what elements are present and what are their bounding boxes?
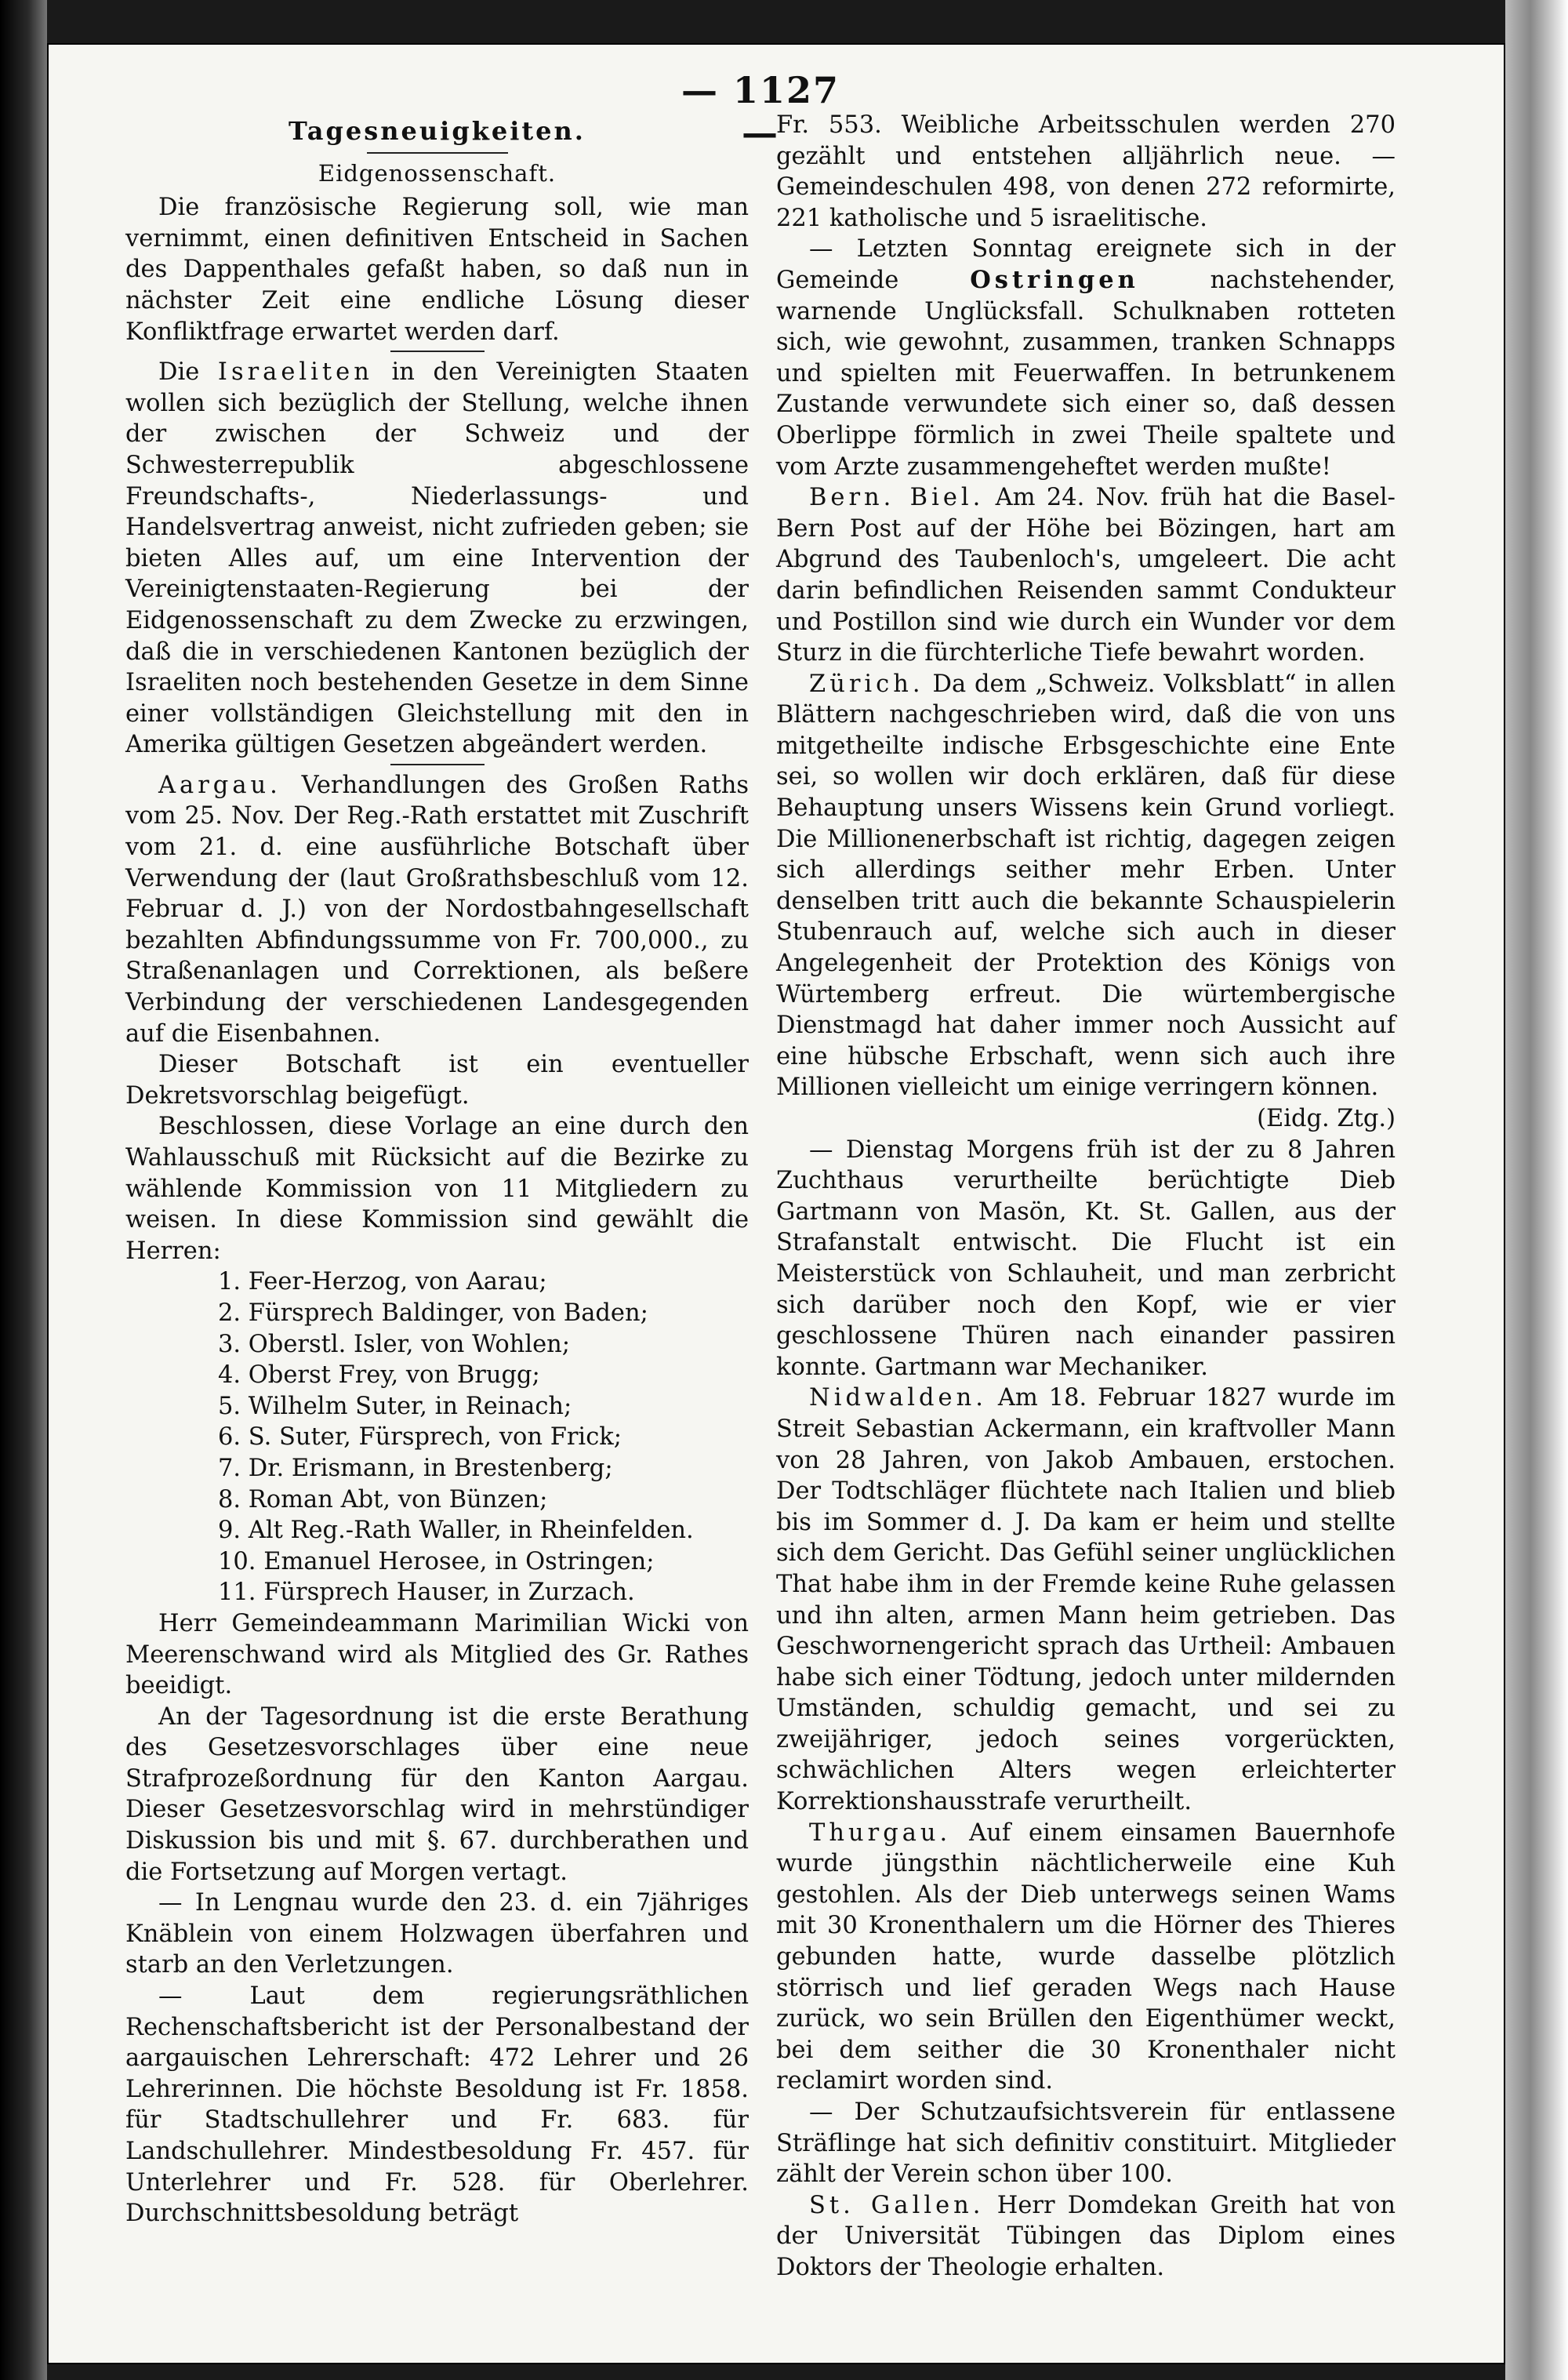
list-item: 5. Wilhelm Suter, in Reinach; (218, 1392, 572, 1420)
section-heading: Tagesneuigkeiten. (289, 116, 586, 146)
list-item: 11. Fürsprech Hauser, in Zurzach. (218, 1579, 635, 1607)
commission-member-list (125, 1266, 749, 1608)
article-israeliten: Die Israeliten in den Vereinigten Staaten wollen sich bezüglich der Stellung, welche ihnen der zwischen der Schweiz und der Schwesterrepublik abgeschlossene Freundschafts-, Niederlassungs- und Handelsvertrag anweist, nicht zufrieden geben; sie bieten Alles auf, um eine Intervention der Vereinigtenstaaten-Regierung bei der Eidgenossenschaft zu dem Zwecke zu erzwingen, daß die in verschiedenen Kantonen bezüglich der Israeliten noch bestehenden Gesetze in dem Sinne einer vollständigen Gleichstellung mit den in Amerika gültigen Gesetzen abgeändert werden. (125, 358, 749, 759)
article-divider (390, 351, 485, 352)
article-dappenthal: Die französische Regierung soll, wie man vernimmt, einen definitiven Entscheid in Sachen des Dappenthales gefaßt haben, so daß nun in nächster Zeit eine endliche Lösung dieser Konfliktfrage erwartet werden darf. (125, 194, 749, 346)
section-subheading: Eidgenossenschaft. (318, 159, 557, 187)
article-thurgau: Thurgau. Auf einem einsamen Bauernhofe wurde jüngsthin nächtlicherweile eine Kuh gestohlen. Als der Dieb unterwegs seinen Wams mit 30 Kronenthalern um die Hörner des Thieres gebunden hatte, wurde dasselbe plötzlich störrisch und lief geraden Wegs nach Hause zurück, wo sein Brüllen den Eigenthümer weckt, bei dem seither die 30 Kronenthaler nicht reclamirt worden sind. (776, 1819, 1396, 2095)
right-column (776, 110, 1396, 2284)
list-item: 1. Feer-Herzog, von Aarau; (218, 1268, 547, 1296)
article-ostringen: — Letzten Sonntag ereignete sich in der Gemeinde Ostringen nachstehender, warnende Unglücksfall. Schulknaben rotteten sich, wie gewohnt, zusammen, tranken Schnapps und spielten mit Feuerwaffen. In betrunkenem Zustande verwundete sich einer so, daß dessen Oberlippe förmlich in zwei Theile spaltete und vom Arzte zusammengeheftet werden mußte! (776, 235, 1396, 481)
article-schutzaufsicht: — Der Schutzaufsichtsverein für entlassene Sträflinge hat sich definitiv constituirt. Mitglieder zählt der Verein schon über 100. (776, 2098, 1396, 2189)
book-spine (0, 0, 47, 2380)
article-zuerich: Zürich. Da dem „Schweiz. Volksblatt“ in allen Blättern nachgeschrieben wird, daß die von uns mitgetheilte indische Erbsgeschichte eine Ente sei, so wollen wir doch erklären, daß für diese Behauptung unsers Wissens kein Grund vorliegt. Die Millionenerbschaft ist richtig, dagegen zeigen sich allerdings seither mehr Erben. Unter denselben tritt auch die bekannte Schauspielerin Stubenrauch auf, welche sich auch in dieser Angelegenheit der Protektion des Königs von Würtemberg erfreut. Die würtembergische Dienstmagd hat daher immer noch Aussicht auf eine hübsche Erbschaft, wenn sich auch ihre Millionen vielleicht um einige verringern können. (Eidg. Ztg.) (776, 669, 1396, 1135)
article-aargau-wicki: Herr Gemeindeammann Marimilian Wicki von Meerenschwand wird als Mitglied des Gr. Rathes beeidigt. (125, 1609, 749, 1700)
list-item: 8. Roman Abt, von Bünzen; (218, 1485, 548, 1513)
article-lengnau: — In Lengnau wurde den 23. d. ein 7jähriges Knäblein von einem Holzwagen überfahren und starb an den Verletzungen. (125, 1889, 749, 1979)
list-item: 7. Dr. Erismann, in Brestenberg; (218, 1454, 613, 1482)
article-aargau: Aargau. Verhandlungen des Großen Raths vom 25. Nov. Der Reg.-Rath erstattet mit Zuschrift vom 21. d. eine ausführliche Botschaft über Verwendung der (laut Großrathsbeschluß vom 12. Februar d. J.) von der Nordostbahngesellschaft bezahlten Abfindungssumme von Fr. 700,000., zu Straßenanlagen und Correktionen, als beßere Verbindung der verschiedenen Landesgegenden auf die Eisenbahnen. (125, 771, 749, 1048)
article-aargau-strafprozess: An der Tagesordnung ist die erste Berathung des Gesetzesvorschlages über eine neue Strafprozeßordnung für den Kanton Aargau. Dieser Gesetzesvorschlag wird in mehrstündiger Diskussion bis und mit §. 67. durchberathen und die Fortsetzung auf Morgen vertagt. (125, 1702, 749, 1886)
article-lehrerschaft-cont: Fr. 553. Weibliche Arbeitsschulen werden 270 gezählt und entstehen alljährlich neue. — Gemeindeschulen 498, von denen 272 reformirte, 221 katholische und 5 israelitische. (776, 111, 1396, 232)
list-item: 4. Oberst Frey, von Brugg; (218, 1361, 540, 1390)
article-aargau-decree: Dieser Botschaft ist ein eventueller Dekretsvorschlag beigefügt. (125, 1051, 749, 1110)
page-number: — 1127 — (681, 69, 840, 154)
heading-rule (367, 152, 508, 154)
list-item: 2. Fürsprech Baldinger, von Baden; (218, 1299, 648, 1327)
list-item: 3. Oberstl. Isler, von Wohlen; (218, 1330, 571, 1358)
source-citation: (Eidg. Ztg.) (1257, 1105, 1396, 1132)
left-column (125, 110, 749, 2229)
list-item: 9. Alt Reg.-Rath Waller, in Rheinfelden. (218, 1517, 694, 1545)
article-st-gallen: St. Gallen. Herr Domdekan Greith hat von der Universität Tübingen das Diplom eines Doktors der Theologie erhalten. (776, 2191, 1396, 2281)
list-item: 6. S. Suter, Fürsprech, von Frick; (218, 1423, 622, 1452)
list-item: 10. Emanuel Herosee, in Ostringen; (218, 1547, 655, 1575)
article-aargau-commission: Beschlossen, diese Vorlage an eine durch den Wahlausschuß mit Rücksicht auf die Bezirke zu wählende Kommission von 11 Mitgliedern zu weisen. In diese Kommission sind gewählt die Herren: (125, 1113, 749, 1265)
article-bern-biel: Bern. Biel. Am 24. Nov. früh hat die Basel-Bern Post auf der Höhe bei Bözingen, hart am Abgrund des Taubenloch's, umgeleert. Die acht darin befindlichen Reisenden sammt Condukteur und Postillon sind wie durch ein Wunder vor dem Sturz in die fürchterliche Tiefe bewahrt worden. (776, 484, 1396, 667)
article-gartmann: — Dienstag Morgens früh ist der zu 8 Jahren Zuchthaus verurtheilte berüchtigte Dieb Gartmann von Masön, Kt. St. Gallen, aus der Strafanstalt entwischt. Die Flucht ist ein Meisterstück von Schlauheit, und man zerbricht sich darüber noch den Kopf, wie er vier geschlossene Thüren nach einander passiren konnte. Gartmann war Mechaniker. (776, 1135, 1396, 1381)
page-edge (1505, 0, 1568, 2380)
article-nidwalden: Nidwalden. Am 18. Februar 1827 wurde im Streit Sebastian Ackermann, ein kraftvoller Mann von 28 Jahren, von Jakob Ambauen, erstochen. Der Todtschläger flüchtete nach Italien und blieb bis im Sommer d. J. Da kam er heim und stellte sich dem Gericht. Das Gefühl seiner unglücklichen That habe ihm in der Fremde keine Ruhe gelassen und ihn alten, armen Mann heim getrieben. Das Geschwornengericht sprach das Urtheil: Ambauen habe sich einer Tödtung, jedoch unter mildernden Umständen, schuldig gemacht, und sei zu zweijähriger, jedoch seines vorgerückten, schwächlichen Alters wegen erleichterter Korrektionshausstrafe verurtheilt. (776, 1384, 1396, 1816)
article-divider (390, 764, 485, 765)
article-lehrerschaft: — Laut dem regierungsräthlichen Rechenschaftsbericht ist der Personalbestand der aargauischen Lehrerschaft: 472 Lehrer und 26 Lehrerinnen. Die höchste Besoldung ist Fr. 1858. für Stadtschullehrer und Fr. 683. für Landschullehrer. Mindestbesoldung Fr. 457. für Unterlehrer und Fr. 528. für Oberlehrer. Durchschnittsbesoldung beträgt (125, 1982, 749, 2228)
